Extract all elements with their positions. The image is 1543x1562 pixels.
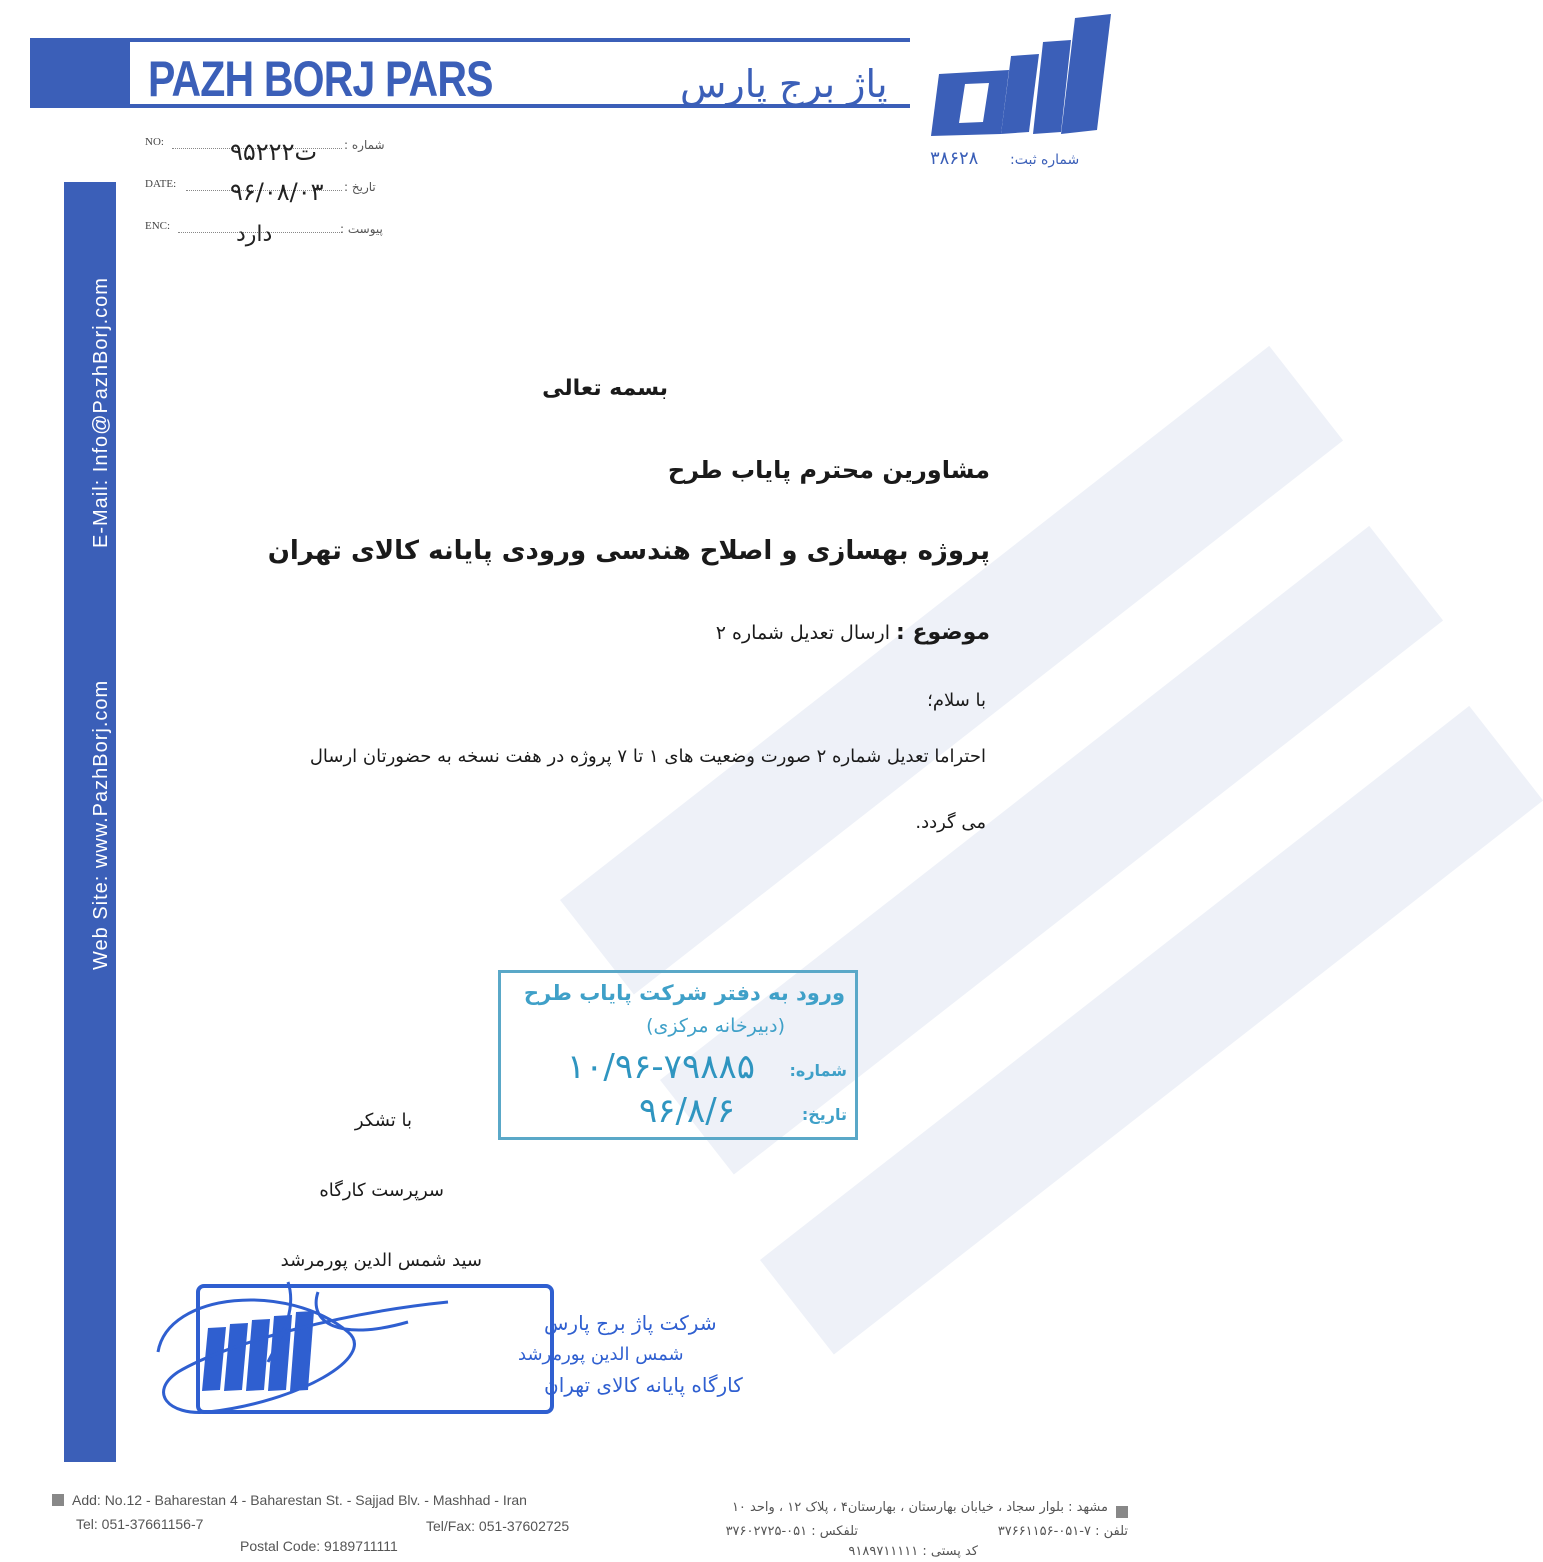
seal-line-2: شمس الدین پورمرشد — [518, 1344, 684, 1365]
registration-label: شماره ثبت: — [1010, 152, 1080, 168]
stamp-line-1: ورود به دفتر شرکت پایاب طرح — [523, 981, 845, 1005]
recipient-line: مشاورین محترم پایاب طرح — [667, 456, 990, 484]
stamp-number-label: شماره: — [789, 1061, 847, 1080]
greeting-line: با سلام؛ — [927, 690, 986, 711]
received-stamp — [498, 970, 858, 1140]
registration-number: ۳۸۶۲۸ — [930, 148, 979, 169]
footer-tel-en: Tel: 051-37661156-7 — [76, 1516, 204, 1532]
footer-telfax-en: Tel/Fax: 051-37602725 — [426, 1518, 570, 1534]
side-email: E-Mail: Info@PazhBorj.com — [90, 277, 112, 548]
company-seal-stamp — [148, 1272, 743, 1422]
footer-address-en: Add: No.12 - Baharestan 4 - Baharestan St. - Sajjad Blv. - Mashhad - Iran — [72, 1492, 527, 1508]
date-value: ۹۶/۰۸/۰۳ — [230, 178, 324, 206]
footer-tel-fa: تلفن : ۷-۰۵۱-۳۷۶۶۱۱۵۶ — [997, 1524, 1128, 1539]
project-title: پروژه بهسازی و اصلاح هندسی ورودی پایانه کالای تهران — [267, 536, 990, 566]
subject-text: ارسال تعدیل شماره ۲ — [715, 622, 890, 644]
no-label-fa: شماره : — [344, 138, 385, 152]
signer-name: سید شمس الدین پورمرشد — [280, 1250, 482, 1271]
subject-line — [716, 620, 990, 645]
header-accent-block — [30, 38, 130, 108]
no-value: ۹۵ت۲۲۲ — [230, 138, 318, 166]
stamp-date-value: ۹۶/۸/۶ — [639, 1091, 735, 1131]
enc-label: ENC: — [145, 220, 171, 232]
footer-postal-fa: کد پستی : ۹۱۸۹۷۱۱۱۱۱ — [848, 1544, 978, 1559]
footer-fax-fa: تلفکس : ۰۵۱-۳۷۶۰۲۷۲۵ — [725, 1524, 858, 1539]
side-website: Web Site: www.PazhBorj.com — [90, 679, 112, 970]
body-line-2: می گردد. — [915, 812, 986, 833]
enc-label-fa: پیوست : — [340, 222, 383, 236]
company-name-latin: PAZH BORJ PARS — [148, 51, 493, 107]
closing-thanks: با تشکر — [354, 1110, 412, 1131]
company-name-persian: پاژ برج پارس — [680, 62, 888, 106]
header-top-rule — [130, 38, 910, 42]
stamp-number-value: ۱۰/۹۶-۷۹۸۸۵ — [566, 1047, 755, 1087]
basmala-heading: بسمه تعالی — [542, 376, 668, 401]
enc-value: دارد — [236, 222, 273, 247]
seal-line-3: کارگاه پایانه کالای تهران — [544, 1373, 743, 1397]
no-label: NO: — [145, 136, 164, 148]
footer-bullet — [1116, 1506, 1128, 1518]
company-logo-icon — [925, 14, 1115, 136]
signer-role: سرپرست کارگاه — [319, 1180, 444, 1201]
footer-address-fa: مشهد : بلوار سجاد ، خیابان بهارستان ، بهارستان۴ ، پلاک ۱۲ ، واحد ۱۰ — [731, 1500, 1108, 1515]
stamp-date-label: تاریخ: — [801, 1105, 847, 1124]
date-label-fa: تاریخ : — [344, 180, 376, 194]
footer-postal-en: Postal Code: 9189711111 — [240, 1538, 398, 1554]
date-label: DATE: — [145, 178, 177, 190]
footer-bullet — [52, 1494, 64, 1506]
body-line-1: احتراما تعدیل شماره ۲ صورت وضعیت های ۱ تا ۷ پروژه در هفت نسخه به حضورتان ارسال — [309, 746, 986, 767]
stamp-line-2: (دبیرخانه مرکزی) — [646, 1015, 785, 1037]
seal-line-1: شرکت پاژ برج پارس — [544, 1311, 717, 1335]
subject-label: موضوع : — [896, 620, 990, 645]
